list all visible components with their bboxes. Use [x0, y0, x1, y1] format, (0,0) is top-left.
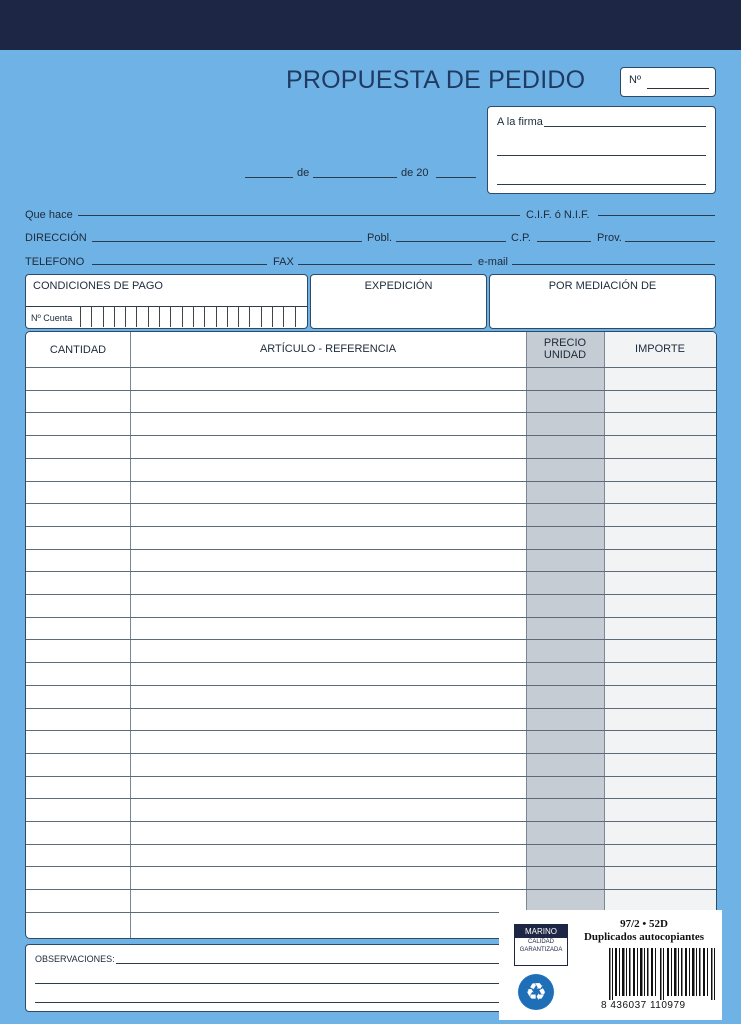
prov-label: Prov. [597, 232, 622, 244]
firma-line-2 [497, 155, 706, 156]
mediacion-box[interactable] [489, 274, 716, 329]
que-hace-line[interactable] [78, 215, 520, 216]
observaciones-line-1 [116, 963, 510, 964]
col-header-importe: IMPORTE [635, 343, 685, 355]
telefono-line[interactable] [92, 264, 267, 265]
col-divider-3 [604, 332, 605, 938]
table-row[interactable] [26, 594, 716, 595]
expedicion-box[interactable] [310, 274, 487, 329]
barcode-number: 8 436037 110979 [601, 1000, 686, 1011]
table-row[interactable] [26, 844, 716, 845]
table-row[interactable] [26, 639, 716, 640]
top-band [0, 0, 741, 50]
observaciones-line-3 [35, 1002, 510, 1003]
table-row[interactable] [26, 685, 716, 686]
table-row[interactable] [26, 503, 716, 504]
product-label [499, 910, 722, 1020]
table-row[interactable] [26, 367, 716, 368]
fax-label: FAX [273, 256, 294, 268]
que-hace-label: Que hace [25, 209, 73, 221]
pobl-label: Pobl. [367, 232, 393, 244]
prov-line[interactable] [625, 241, 715, 242]
firma-line-3 [497, 184, 706, 185]
order-number-box[interactable] [620, 67, 716, 97]
order-number-label: Nº [629, 74, 641, 86]
table-row[interactable] [26, 889, 716, 890]
product-code-block [574, 918, 714, 944]
date-month-line[interactable] [313, 177, 397, 178]
table-row[interactable] [26, 730, 716, 731]
firma-label: A la firma [497, 116, 543, 128]
items-table [25, 331, 717, 939]
date-day-line[interactable] [245, 177, 293, 178]
cif-line[interactable] [598, 215, 715, 216]
importe-column-shade [604, 332, 716, 938]
product-desc: Duplicados autocopiantes [583, 931, 705, 943]
order-number-line [647, 88, 709, 89]
table-row[interactable] [26, 866, 716, 867]
table-row[interactable] [26, 617, 716, 618]
barcode-icon [607, 948, 719, 1000]
col-header-articulo: ARTÍCULO - REFERENCIA [259, 343, 397, 355]
date-year-line[interactable] [436, 177, 476, 178]
cuenta-cells[interactable] [80, 307, 306, 327]
table-row[interactable] [26, 481, 716, 482]
cuenta-label: Nº Cuenta [31, 313, 73, 323]
date-de-label-2: de 20 [401, 167, 429, 179]
precio-column-shade [526, 332, 604, 938]
fax-line[interactable] [298, 264, 472, 265]
table-row[interactable] [26, 458, 716, 459]
table-row[interactable] [26, 753, 716, 754]
table-row[interactable] [26, 549, 716, 550]
marino-sub-2: GARANTIZADA [519, 947, 563, 953]
marino-brand: MARINO [515, 925, 567, 938]
observaciones-label: OBSERVACIONES: [35, 954, 115, 964]
col-header-precio: PRECIO UNIDAD [543, 337, 587, 361]
mediacion-label: POR MEDIACIÓN DE [548, 280, 657, 292]
table-row[interactable] [26, 526, 716, 527]
table-row[interactable] [26, 708, 716, 709]
table-row[interactable] [26, 435, 716, 436]
date-de-label-1: de [297, 167, 310, 179]
condiciones-pago-label: CONDICIONES DE PAGO [33, 280, 163, 292]
table-row[interactable] [26, 662, 716, 663]
direccion-label: DIRECCIÓN [25, 232, 87, 244]
table-row[interactable] [26, 821, 716, 822]
table-row[interactable] [26, 798, 716, 799]
email-label: e-mail [478, 256, 508, 268]
direccion-line[interactable] [92, 241, 362, 242]
observaciones-box[interactable] [25, 944, 517, 1012]
col-divider-1 [130, 332, 131, 938]
marino-sub-1: CALIDAD [527, 939, 554, 945]
cp-line[interactable] [537, 241, 591, 242]
table-row[interactable] [26, 390, 716, 391]
recycle-icon: ♻ [518, 974, 554, 1010]
table-row[interactable] [26, 412, 716, 413]
product-code: 97/2 • 52D [620, 918, 668, 930]
cp-label: C.P. [511, 232, 531, 244]
form-title: PROPUESTA DE PEDIDO [286, 66, 586, 94]
observaciones-line-2 [35, 983, 510, 984]
expedicion-label: EXPEDICIÓN [364, 280, 433, 292]
table-row[interactable] [26, 571, 716, 572]
pobl-line[interactable] [396, 241, 506, 242]
cif-label: C.I.F. ó N.I.F. [526, 209, 590, 221]
telefono-label: TELEFONO [25, 256, 85, 268]
firma-box[interactable] [487, 106, 716, 194]
marino-logo [514, 924, 568, 966]
col-header-cantidad: CANTIDAD [49, 344, 107, 356]
table-row[interactable] [26, 776, 716, 777]
col-divider-2 [526, 332, 527, 938]
firma-line-1 [544, 126, 706, 127]
email-line[interactable] [512, 264, 715, 265]
